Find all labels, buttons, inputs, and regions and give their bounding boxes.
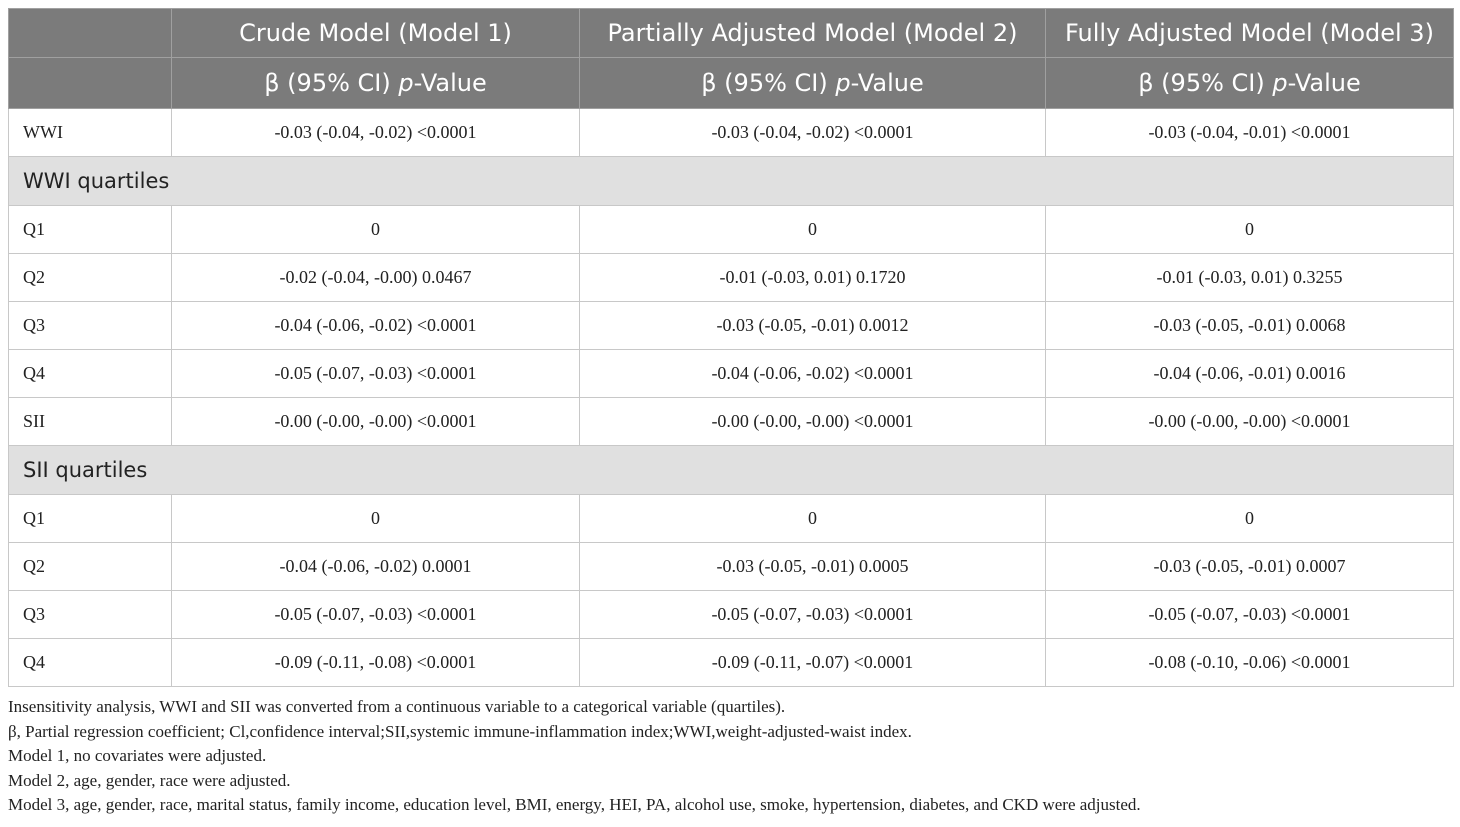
- model-3-value-cell: -0.04 (-0.06, -0.01) 0.0016: [1046, 350, 1454, 398]
- model-2-value-cell: -0.03 (-0.05, -0.01) 0.0005: [580, 543, 1046, 591]
- section-header-row: [9, 446, 1454, 495]
- model-1-value-cell: -0.04 (-0.06, -0.02) 0.0001: [172, 543, 580, 591]
- model-1-value-cell: -0.00 (-0.00, -0.00) <0.0001: [172, 398, 580, 446]
- model-3-value-cell: -0.00 (-0.00, -0.00) <0.0001: [1046, 398, 1454, 446]
- subheader-model-3: β (95% CI) p-Value: [1046, 58, 1454, 109]
- header-corner-cell: [9, 9, 172, 58]
- results-table-container: [8, 8, 1453, 818]
- table-row: [9, 639, 1454, 687]
- model-1-value-cell: -0.09 (-0.11, -0.08) <0.0001: [172, 639, 580, 687]
- header-model-3: Fully Adjusted Model (Model 3): [1046, 9, 1454, 58]
- model-3-value-cell: 0: [1046, 206, 1454, 254]
- row-label: Q1: [9, 495, 172, 543]
- model-2-value-cell: 0: [580, 206, 1046, 254]
- table-row: [9, 591, 1454, 639]
- header-row-stats: [9, 58, 1454, 109]
- model-2-value-cell: -0.01 (-0.03, 0.01) 0.1720: [580, 254, 1046, 302]
- subheader-model-2: β (95% CI) p-Value: [580, 58, 1046, 109]
- row-label: Q4: [9, 350, 172, 398]
- footnote-line: Insensitivity analysis, WWI and SII was converted from a continuous variable to a categorical variable (quartiles).: [8, 697, 786, 716]
- header-model-2: Partially Adjusted Model (Model 2): [580, 9, 1046, 58]
- model-1-value-cell: 0: [172, 495, 580, 543]
- model-3-value-cell: -0.08 (-0.10, -0.06) <0.0001: [1046, 639, 1454, 687]
- header-model-1: Crude Model (Model 1): [172, 9, 580, 58]
- footnote-line: Model 2, age, gender, race were adjusted.: [8, 770, 291, 790]
- table-row: [9, 495, 1454, 543]
- row-label: Q2: [9, 254, 172, 302]
- model-1-value-cell: -0.04 (-0.06, -0.02) <0.0001: [172, 302, 580, 350]
- model-2-value-cell: -0.00 (-0.00, -0.00) <0.0001: [580, 398, 1046, 446]
- model-1-value-cell: -0.02 (-0.04, -0.00) 0.0467: [172, 254, 580, 302]
- row-label: SII: [9, 398, 172, 446]
- model-3-value-cell: -0.01 (-0.03, 0.01) 0.3255: [1046, 254, 1454, 302]
- model-3-value-cell: -0.03 (-0.05, -0.01) 0.0068: [1046, 302, 1454, 350]
- section-header-row: [9, 157, 1454, 206]
- model-2-value-cell: -0.09 (-0.11, -0.07) <0.0001: [580, 639, 1046, 687]
- model-1-value-cell: -0.05 (-0.07, -0.03) <0.0001: [172, 350, 580, 398]
- table-row: [9, 543, 1454, 591]
- model-1-value-cell: -0.05 (-0.07, -0.03) <0.0001: [172, 591, 580, 639]
- subheader-model-1: β (95% CI) p-Value: [172, 58, 580, 109]
- footnote-line: β, Partial regression coefficient; Cl,confidence interval;SII,systemic immune-inflammation index;WWI,weight-adjusted-waist index.: [8, 721, 912, 741]
- regression-results-table: [8, 8, 1454, 687]
- model-2-value-cell: 0: [580, 495, 1046, 543]
- table-row: [9, 206, 1454, 254]
- model-3-value-cell: -0.03 (-0.05, -0.01) 0.0007: [1046, 543, 1454, 591]
- row-label: WWI: [9, 109, 172, 157]
- table-row: [9, 398, 1454, 446]
- row-label: Q3: [9, 302, 172, 350]
- table-row: [9, 254, 1454, 302]
- table-footnotes: [8, 695, 1453, 818]
- model-3-value-cell: 0: [1046, 495, 1454, 543]
- model-2-value-cell: -0.03 (-0.04, -0.02) <0.0001: [580, 109, 1046, 157]
- model-2-value-cell: -0.04 (-0.06, -0.02) <0.0001: [580, 350, 1046, 398]
- model-3-value-cell: -0.05 (-0.07, -0.03) <0.0001: [1046, 591, 1454, 639]
- model-3-value-cell: -0.03 (-0.04, -0.01) <0.0001: [1046, 109, 1454, 157]
- footnote-line: Model 3, age, gender, race, marital status, family income, education level, BMI, energy, HEI, PA, alcohol use, smoke, hypertension, diabetes, and CKD were adjusted.: [8, 795, 1141, 814]
- header-row-models: [9, 9, 1454, 58]
- subheader-corner-cell: [9, 58, 172, 109]
- row-label: Q3: [9, 591, 172, 639]
- table-row: [9, 350, 1454, 398]
- footnote-line: Model 1, no covariates were adjusted.: [8, 746, 267, 765]
- model-1-value-cell: 0: [172, 206, 580, 254]
- section-label: SII quartiles: [9, 446, 1454, 495]
- model-2-value-cell: -0.05 (-0.07, -0.03) <0.0001: [580, 591, 1046, 639]
- row-label: Q2: [9, 543, 172, 591]
- table-row: [9, 302, 1454, 350]
- row-label: Q4: [9, 639, 172, 687]
- table-row: [9, 109, 1454, 157]
- row-label: Q1: [9, 206, 172, 254]
- model-1-value-cell: -0.03 (-0.04, -0.02) <0.0001: [172, 109, 580, 157]
- model-2-value-cell: -0.03 (-0.05, -0.01) 0.0012: [580, 302, 1046, 350]
- section-label: WWI quartiles: [9, 157, 1454, 206]
